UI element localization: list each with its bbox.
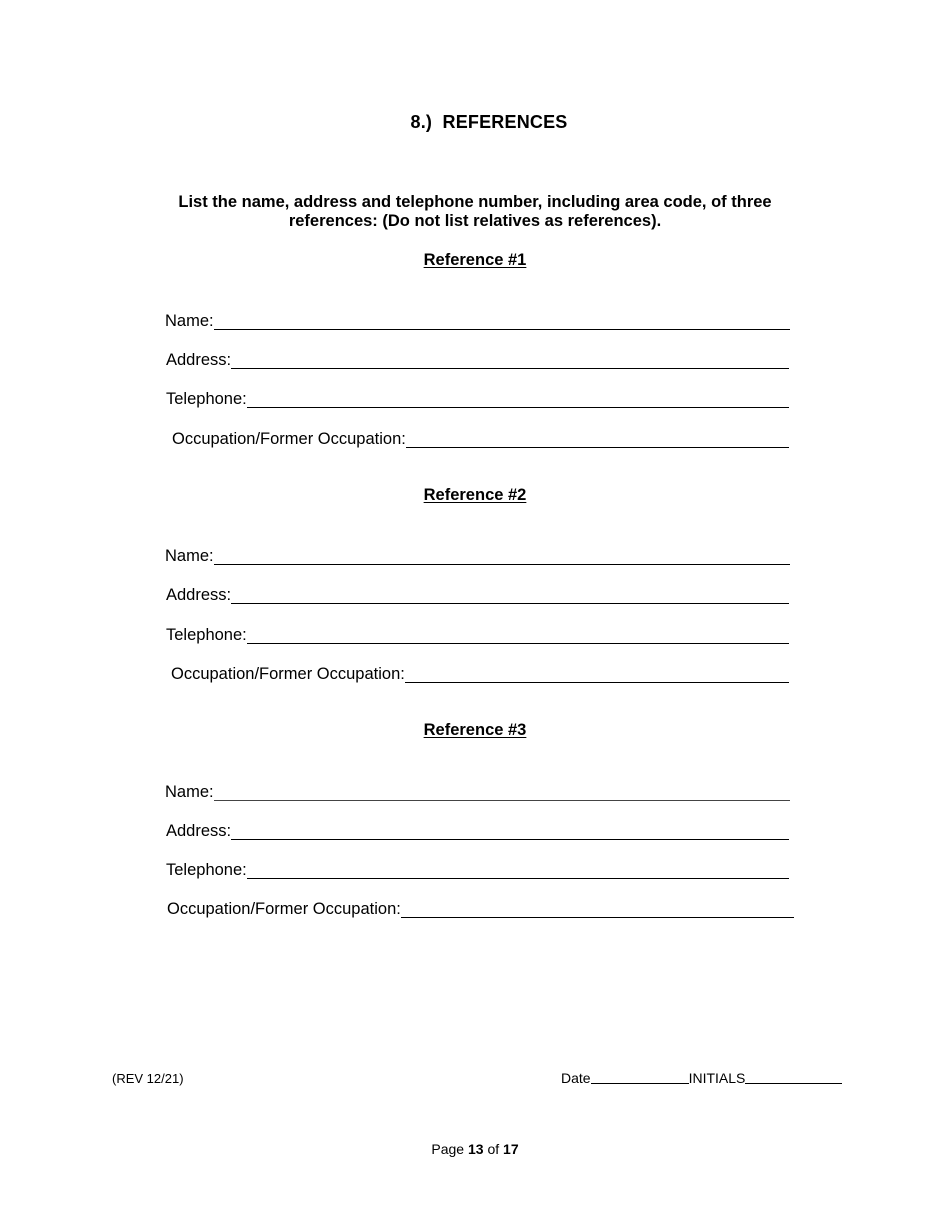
reference-3-heading: Reference #3 bbox=[423, 721, 527, 739]
revision-label: (REV 12/21) bbox=[112, 1071, 184, 1086]
page-total: 17 bbox=[503, 1141, 519, 1157]
name-label: Name: bbox=[165, 312, 214, 330]
occupation-label: Occupation/Former Occupation: bbox=[172, 430, 406, 448]
reference-1-address-field[interactable] bbox=[166, 346, 789, 370]
name-label: Name: bbox=[165, 547, 214, 565]
section-title: 8.) REFERENCES bbox=[410, 112, 568, 132]
address-input-line[interactable] bbox=[231, 603, 789, 604]
reference-3-occupation-field[interactable] bbox=[167, 895, 794, 919]
initials-input-line[interactable] bbox=[745, 1083, 842, 1084]
initials-label: INITIALS bbox=[688, 1070, 746, 1086]
occupation-input-line[interactable] bbox=[401, 917, 794, 918]
instructions-text: List the name, address and telephone number, including area code, of three references: (Do not list relatives as references). bbox=[178, 193, 772, 230]
name-input-line[interactable] bbox=[214, 800, 790, 801]
telephone-input-line[interactable] bbox=[247, 407, 789, 408]
telephone-input-line[interactable] bbox=[247, 878, 789, 879]
reference-1-name-field[interactable] bbox=[165, 307, 790, 331]
telephone-label: Telephone: bbox=[166, 390, 247, 408]
page-number bbox=[0, 1141, 950, 1157]
reference-2-telephone-field[interactable] bbox=[166, 621, 789, 645]
address-label: Address: bbox=[166, 586, 232, 604]
occupation-label: Occupation/Former Occupation: bbox=[167, 900, 401, 918]
telephone-label: Telephone: bbox=[166, 626, 247, 644]
date-initials-block bbox=[561, 1070, 842, 1086]
name-input-line[interactable] bbox=[214, 564, 790, 565]
reference-1-heading: Reference #1 bbox=[423, 251, 527, 269]
address-label: Address: bbox=[166, 351, 232, 369]
page-current: 13 bbox=[467, 1141, 484, 1157]
reference-3-name-field[interactable] bbox=[165, 778, 790, 802]
reference-2-name-field[interactable] bbox=[165, 542, 790, 566]
name-label: Name: bbox=[165, 783, 214, 801]
reference-3-telephone-field[interactable] bbox=[166, 856, 789, 880]
address-input-line[interactable] bbox=[231, 839, 789, 840]
telephone-input-line[interactable] bbox=[247, 643, 789, 644]
address-label: Address: bbox=[166, 822, 232, 840]
occupation-input-line[interactable] bbox=[405, 682, 789, 683]
date-label: Date bbox=[561, 1070, 591, 1086]
reference-1-telephone-field[interactable] bbox=[166, 385, 789, 409]
reference-1-occupation-field[interactable] bbox=[172, 425, 789, 449]
telephone-label: Telephone: bbox=[166, 861, 247, 879]
page-separator: of bbox=[483, 1141, 504, 1157]
address-input-line[interactable] bbox=[231, 368, 789, 369]
page-prefix: Page bbox=[431, 1141, 468, 1157]
reference-2-occupation-field[interactable] bbox=[171, 660, 789, 684]
reference-2-address-field[interactable] bbox=[166, 581, 789, 605]
occupation-label: Occupation/Former Occupation: bbox=[171, 665, 405, 683]
reference-3-address-field[interactable] bbox=[166, 817, 789, 841]
reference-2-heading: Reference #2 bbox=[423, 486, 527, 504]
occupation-input-line[interactable] bbox=[406, 447, 789, 448]
date-input-line[interactable] bbox=[591, 1083, 689, 1084]
name-input-line[interactable] bbox=[214, 329, 790, 330]
